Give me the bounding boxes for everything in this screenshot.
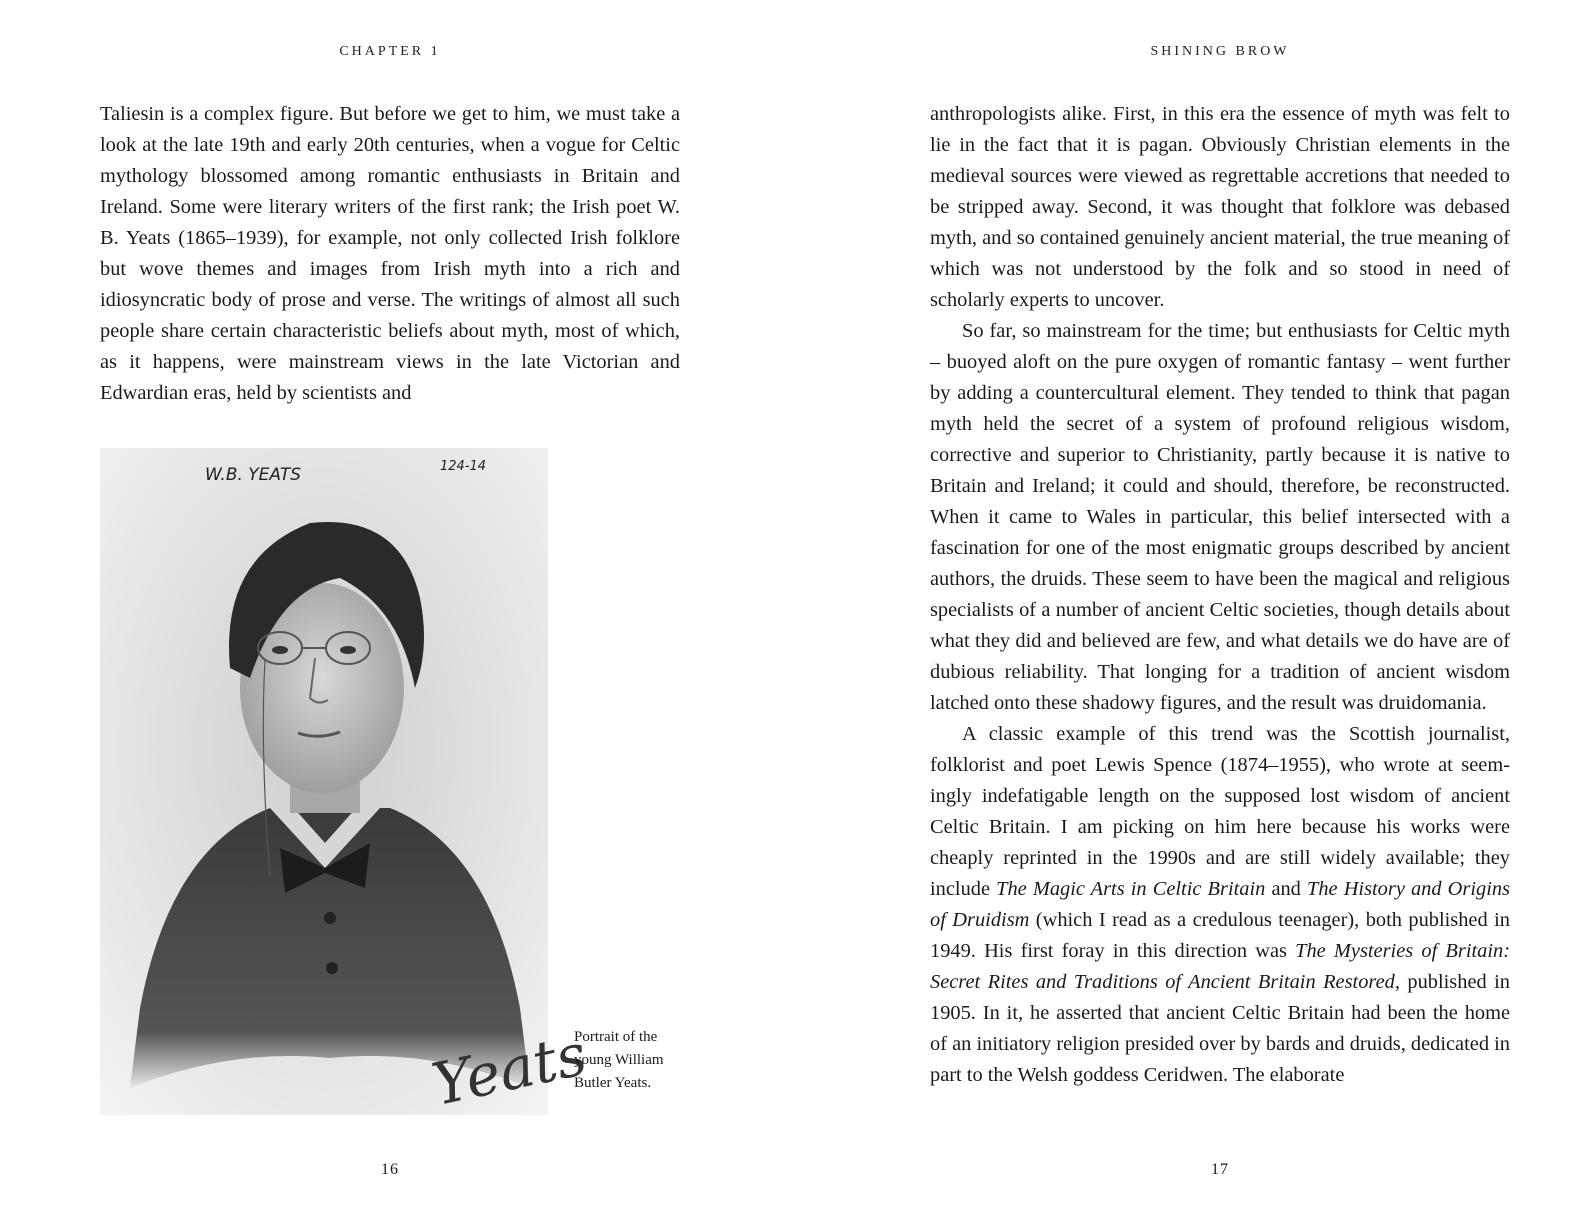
photo-caption: Portrait of the young William Butler Yeats. — [574, 1029, 664, 1091]
text-run: and — [1265, 878, 1307, 900]
portrait-photo — [100, 448, 593, 1119]
paragraph: So far, so mainstream for the time; but enthusiasts for Celtic myth – buoyed aloft on the pure oxygen of romantic fantasy – went further by adding a countercultural element. They tended to think that pagan myth held the secret of a system of profound religious wisdom, corrective and superior to Christianity, partly because it is native to Britain and Ireland; it could and should, therefore, be reconstructed. When it came to Wales in particular, this belief intersected with a fascination for one of the most enigmatic groups described by ancient authors, the druids. These seem to have been the magical and religious specialists of a number of ancient Celtic societies, though details about what they did and believed are few, and what details we do have are of dubious reliability. That longing for a tradition of ancient wisdom latched onto these shadowy figures, and the result was druidomania. — [930, 320, 1510, 714]
page-number-left: 16 — [381, 1161, 399, 1178]
paragraph — [930, 719, 1510, 1091]
text-run: , published in 1905. In it, he asserted that ancient Celtic Britain had been the home of an initiatory religion presided over by bards and druids, dedicated in part to the Welsh goddess Ceridwen. The elaborate — [930, 971, 1510, 1086]
text-run: (which I read as a credulous teenager), both published in 1949. His first foray in this direction was — [930, 909, 1510, 962]
photo-handwritten-name: W.B. YEATS — [205, 465, 301, 485]
running-head-right: SHINING BROW — [1150, 44, 1290, 59]
body-text-right — [930, 99, 1510, 1091]
book-title: The History and Origins of Druidism — [930, 878, 1510, 931]
photo-signature: Yeats — [426, 1020, 593, 1119]
body-text-left — [100, 99, 680, 409]
right-page — [798, 0, 1596, 1220]
book-title: The Mysteries of Britain: Secret Rites and Traditions of Ancient Britain Restored — [930, 940, 1510, 993]
paragraph: Taliesin is a complex figure. But before we get to him, we must take a look at the late 19th and early 20th centuries, when a vogue for Celtic mythology blossomed among romantic enthusiasts in Britain and Ireland. Some were literary writers of the first rank; the Irish poet W. B. Yeats (1865–1939), for example, not only collected Irish folklore but wove themes and images from Irish myth into a rich and idiosyncratic body of prose and verse. The writings of almost all such people share certain characteristic beliefs about myth, most of which, as it happens, were mainstream views in the late Victorian and Edwardian eras, held by scientists and — [100, 103, 680, 404]
book-title: The Magic Arts in Celtic Britain — [996, 878, 1266, 900]
page-number-right: 17 — [1211, 1161, 1229, 1178]
running-head-left: CHAPTER 1 — [339, 44, 441, 59]
text-run: A classic example of this trend was the Scottish journalist, folklorist and poet Lewis Spence (1874–1955), who wrote at seemingly indefatigable length on the supposed lost wisdom of ancient Celtic Britain. I am picking on him here because his works were cheaply reprinted in the 1990s and are still widely available; they include — [930, 723, 1510, 900]
photo-handwritten-number: 124-14 — [440, 459, 487, 474]
paragraph: anthropologists alike. First, in this era the essence of myth was felt to lie in the fact that it is pagan. Obviously Christian elements in the medieval sources were viewed as regrettable accretions that needed to be stripped away. Second, it was thought that folklore was debased myth, and so contained genuinely ancient material, the true meaning of which was not understood by the folk and so stood in need of scholarly experts to uncover. — [930, 103, 1510, 311]
